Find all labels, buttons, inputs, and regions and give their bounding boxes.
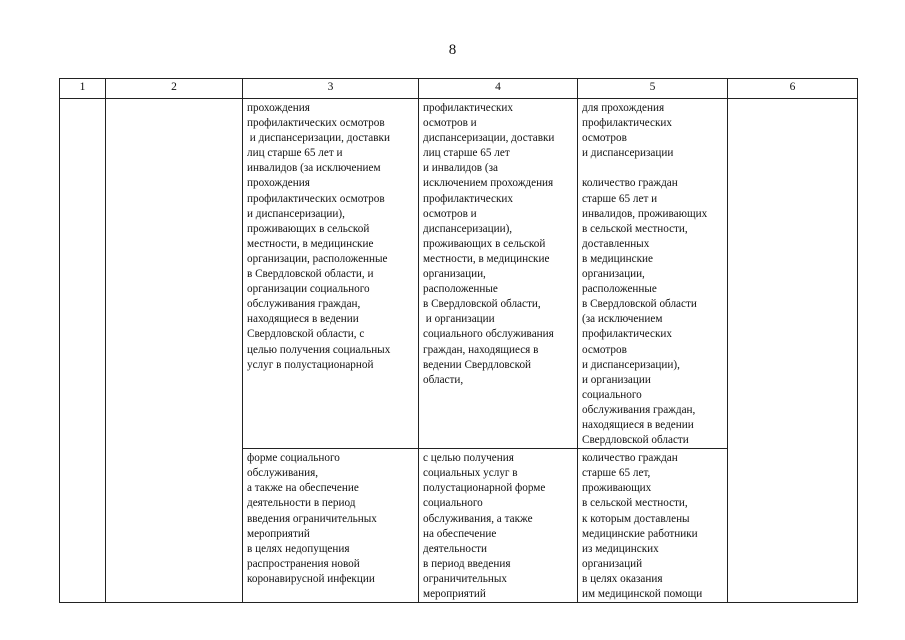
cell-col-3 <box>243 99 419 449</box>
cell-col-1 <box>60 99 106 603</box>
cell-text: с целью получения социальных услуг в полустационарной форме социального обслуживания, а также на обеспечение деятельности в период введения ограничительных мероприятий <box>423 452 546 600</box>
cell-col-3 <box>243 449 419 603</box>
header-col-3: 3 <box>243 79 419 99</box>
cell-text: для прохождения профилактических осмотров и диспансеризации количество граждан старше 65 лет и инвалидов, проживающих в сельской местности, доставленных в медицинские организации, расположенные в Свердловской области (за исключением профилактических осмотров и диспансеризации), и организации социального обслуживания граждан, находящиеся в ведении Свердловской области <box>582 102 708 447</box>
header-col-5: 5 <box>578 79 728 99</box>
header-col-6: 6 <box>728 79 858 99</box>
cell-col-4 <box>419 449 578 603</box>
services-table <box>59 78 858 603</box>
cell-col-5 <box>578 99 728 449</box>
cell-text: прохождения профилактических осмотров и диспансеризации, доставки лиц старше 65 лет и инвалидов (за исключением прохождения профилактических осмотров и диспансеризации), проживающих в сельской местности, в медицинские организации, расположенные в Свердловской области, и организации социального обслуживания граждан, находящиеся в ведении Свердловской области, с целью получения социальных услуг в полустационарной <box>247 102 391 371</box>
header-col-2: 2 <box>106 79 243 99</box>
cell-col-2 <box>106 99 243 603</box>
cell-text: форме социального обслуживания, а также на обеспечение деятельности в период введения ограничительных мероприятий в целях недопущения распространения новой коронавирусной инфекции <box>247 452 377 585</box>
cell-text: количество граждан старше 65 лет, проживающих в сельской местности, к которым доставлены медицинские работники из медицинских организаций в целях оказания им медицинской помощи <box>582 452 703 600</box>
header-col-4: 4 <box>419 79 578 99</box>
page-number: 8 <box>448 42 457 58</box>
header-col-1: 1 <box>60 79 106 99</box>
cell-col-6 <box>728 99 858 603</box>
table-header-row <box>60 79 858 99</box>
cell-text: профилактических осмотров и диспансеризации, доставки лиц старше 65 лет и инвалидов (за исключением прохождения профилактических осмотров и диспансеризации), проживающих в сельской местности, в медицинские организации, расположенные в Свердловской области, и организации социального обслуживания граждан, находящиеся в ведении Свердловской области, <box>423 102 555 386</box>
cell-col-5 <box>578 449 728 603</box>
cell-col-4 <box>419 99 578 449</box>
table-row <box>60 99 858 449</box>
